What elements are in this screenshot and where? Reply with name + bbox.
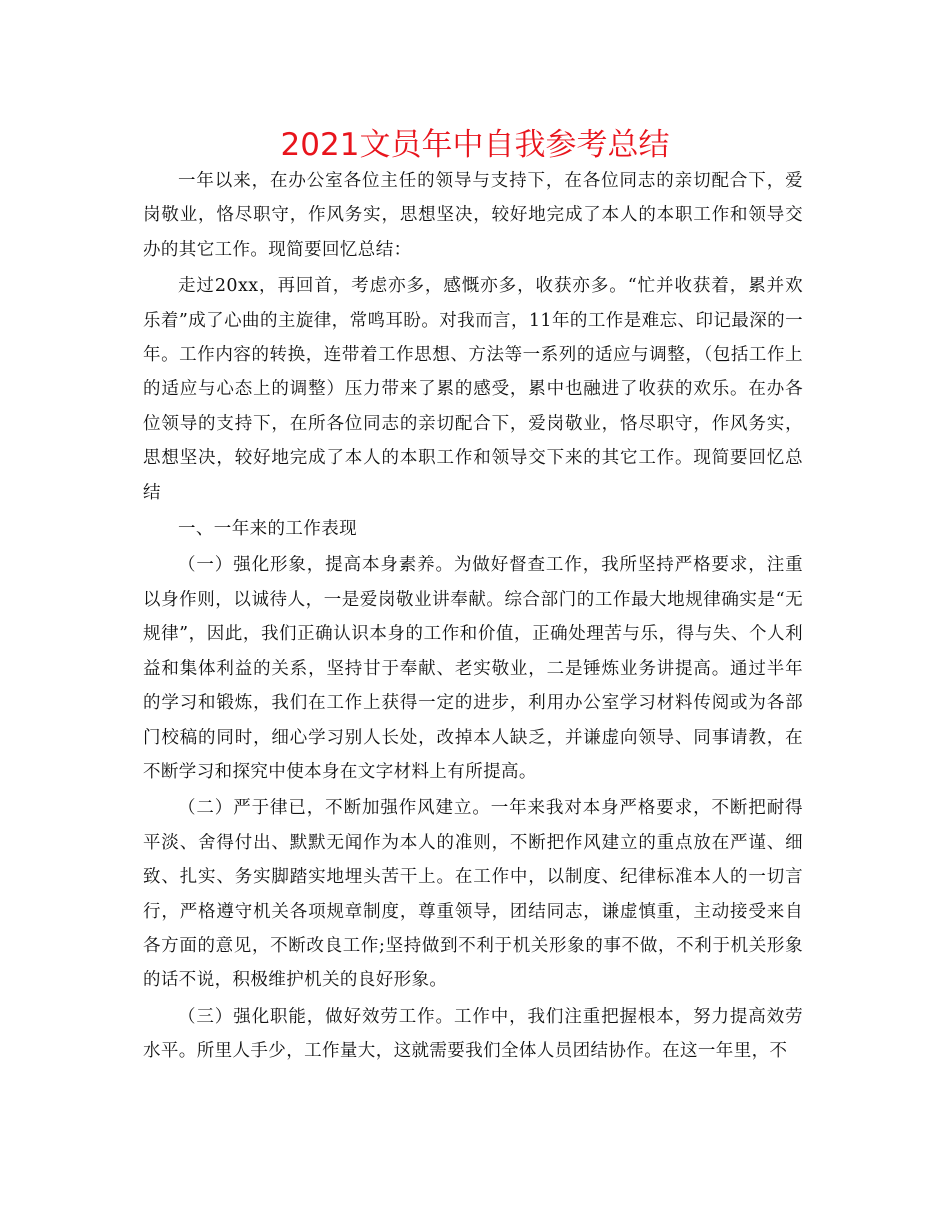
paragraph-point-2: （二）严于律已，不断加强作风建立。一年来我对本身严格要求，不断把耐得平淡、舍得付出、默默无闻作为本人的准则，不断把作风建立的重点放在严谨、细致、扎实、务实脚踏实地埋头苦干上。在工作中，以制度、纪律标准本人的一切言行，严格遵守机关各项规章制度，尊重领导，团结同志，谦虚慎重，主动接受来自各方面的意见，不断改良工作;坚持做到不利于机关形象的事不做，不利于机关形象的话不说，积极维护机关的良好形象。	[143, 798, 803, 991]
paragraph-intro: 一年以来，在办公室各位主任的领导与支持下，在各位同志的亲切配合下，爱岗敬业，恪尽职守，作风务实，思想坚决，较好地完成了本人的本职工作和领导交办的其它工作。现简要回忆总结：	[143, 171, 803, 260]
paragraph-point-1: （一）强化形象，提高本身素养。为做好督查工作，我所坚持严格要求，注重以身作则，以诚待人，一是爱岗敬业讲奉献。综合部门的工作最大地规律确实是“无规律”，因此，我们正确认识本身的工作和价值，正确处理苦与乐，得与失、个人利益和集体利益的关系，坚持甘于奉献、老实敬业，二是锤炼业务讲提高。通过半年的学习和锻炼，我们在工作上获得一定的进步，利用办公室学习材料传阅或为各部门校稿的同时，细心学习别人长处，改掉本人缺乏，并谦虚向领导、同事请教，在不断学习和探究中使本身在文字材料上有所提高。	[143, 555, 803, 782]
document-title: 2021文员年中自我参考总结	[280, 127, 670, 163]
section-heading-work-performance: 一、一年来的工作表现	[178, 519, 357, 540]
document-body	[143, 164, 803, 1069]
paragraph-reflection: 走过20xx，再回首，考虑亦多，感慨亦多，收获亦多。“忙并收获着，累并欢乐着”成了心曲的主旋律，常鸣耳盼。对我而言，11年的工作是难忘、印记最深的一年。工作内容的转换，连带着工作思想、方法等一系列的适应与调整，（包括工作上的适应与心态上的调整）压力带来了累的感受，累中也融进了收获的欢乐。在办各位领导的支持下，在所各位同志的亲切配合下，爱岗敬业，恪尽职守，作风务实，思想坚决，较好地完成了本人的本职工作和领导交下来的其它工作。现简要回忆总结	[143, 276, 803, 503]
paragraph-point-3: （三）强化职能，做好效劳工作。工作中，我们注重把握根本，努力提高效劳水平。所里人手少，工作量大，这就需要我们全体人员团结协作。在这一年里，不	[143, 1006, 803, 1062]
